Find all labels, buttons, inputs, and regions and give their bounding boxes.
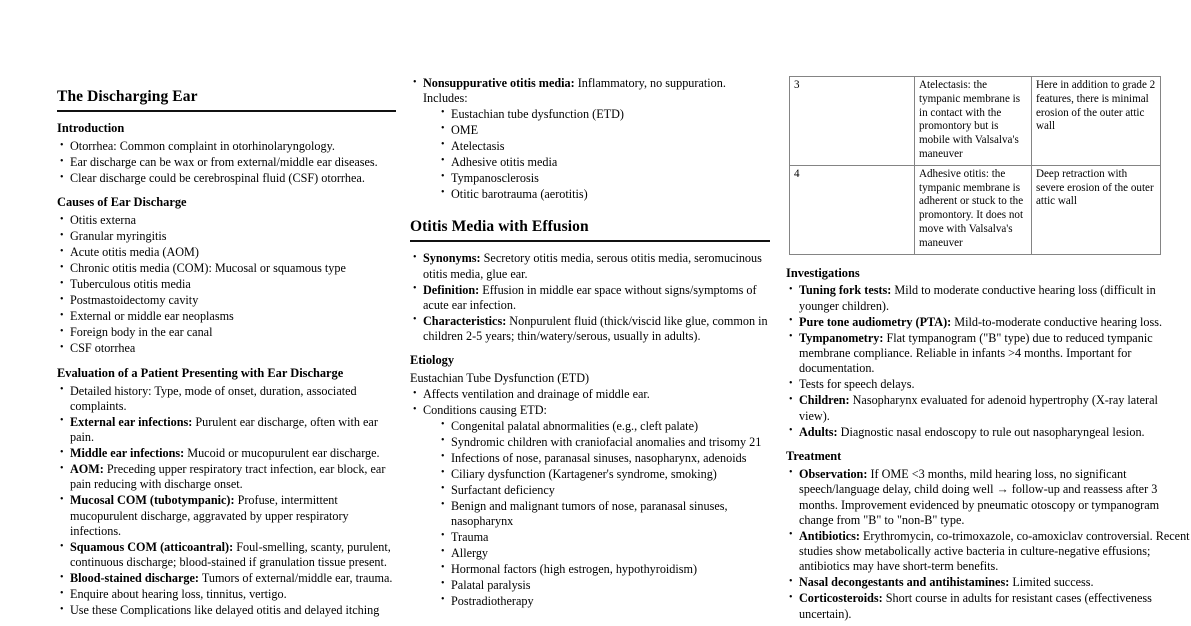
table-cell-grade: 3 [790, 77, 915, 166]
table-row [790, 77, 1161, 166]
list-item-text: Mucoid or mucopurulent ear discharge. [187, 446, 380, 461]
list-item [786, 425, 1191, 440]
list-item-lead: Mucosal COM (tubotympanic): [70, 493, 235, 508]
list-item [439, 171, 770, 186]
list-item [57, 462, 396, 493]
list-item [439, 499, 770, 530]
list-item [439, 155, 770, 170]
list-item [786, 331, 1191, 377]
list-item-lead: Corticosteroids: [799, 591, 883, 606]
list-item [57, 213, 396, 228]
list-item [439, 419, 770, 434]
list-item [410, 283, 770, 314]
list-item-lead: External ear infections: [70, 414, 193, 429]
list-item [439, 107, 770, 122]
list-item-text: Profuse, intermittent mucopurulent discharge, aggravated by upper respiratory infections. [70, 493, 349, 539]
column-right [786, 0, 1191, 626]
list-item [57, 415, 396, 446]
list-introduction [57, 139, 396, 186]
list-item [439, 578, 770, 593]
list-evaluation [57, 384, 396, 619]
section-heading-evaluation: Evaluation of a Patient Presenting with Ear Discharge [57, 365, 344, 380]
list-item [57, 446, 396, 461]
list-item-lead: Children: [799, 393, 850, 408]
list-item-text: Effusion in middle ear space without signs/symptoms of acute ear infection. [423, 282, 757, 312]
list-item-text: Adhesive otitis media [451, 154, 558, 169]
section-heading-introduction: Introduction [57, 121, 125, 136]
list-item-text: Secretory otitis media, serous otitis media, seromucinous otitis media, glue ear. [423, 251, 762, 281]
table-row [790, 165, 1161, 254]
list-item-text: Allergy [451, 545, 489, 560]
list-item [439, 123, 770, 138]
list-item-text: Erythromycin, co-trimoxazole, co-amoxiclav controversial. Recent studies show metabolically active bacteria in culture-negative effusions; antibiotics may have short-term benefits. [799, 528, 1190, 574]
list-item [439, 467, 770, 482]
list-item [410, 387, 770, 402]
list-item-lead: Nasal decongestants and antihistamines: [799, 575, 1010, 590]
retraction-grade-table [789, 76, 1161, 255]
list-item-lead: Synonyms: [423, 251, 481, 266]
list-item-text: Ear discharge can be wax or from external/middle ear diseases. [70, 155, 378, 170]
list-item-text: Tumors of external/middle ear, trauma. [201, 571, 393, 586]
list-item [410, 251, 770, 282]
list-item [57, 229, 396, 244]
list-item [786, 529, 1191, 575]
list-item-text: Nonpurulent fluid (thick/viscid like glue, common in children 2-5 years; thin/watery/serous, usually in adults). [423, 313, 768, 344]
list-item [439, 139, 770, 154]
list-item [786, 315, 1191, 330]
list-item-text: Clear discharge could be cerebrospinal fluid (CSF) otorrhea. [70, 171, 365, 186]
list-item-text: Purulent ear discharge, often with ear pain. [70, 414, 378, 445]
list-item-text: Ciliary dysfunction (Kartagener's syndrome, smoking) [451, 466, 717, 481]
list-item-clipped [57, 603, 396, 618]
list-item-text: Mild-to-moderate conductive hearing loss. [954, 314, 1163, 329]
list-item-text: Otorrhea: Common complaint in otorhinolaryngology. [70, 139, 335, 154]
list-item [57, 155, 396, 170]
list-item [57, 171, 396, 186]
list-item-lead: Tuning fork tests: [799, 283, 892, 298]
list-item-lead: Nonsuppurative otitis media: [423, 76, 575, 90]
list-item [410, 314, 770, 345]
list-item-lead: Squamous COM (atticoantral): [70, 540, 234, 555]
list-item-text: Palatal paralysis [451, 577, 531, 592]
list-item-text: Otitis externa [70, 213, 136, 228]
list-item-lead: Tympanometry: [799, 330, 884, 345]
list-item-text: Limited success. [1012, 575, 1094, 590]
list-item-text: Foreign body in the ear canal [70, 325, 213, 340]
list-item [439, 594, 770, 609]
list-item [57, 587, 396, 602]
list-item [57, 341, 396, 356]
list-item-lead: Middle ear infections: [70, 446, 185, 461]
list-item [786, 467, 1191, 528]
list-item-lead: Definition: [423, 282, 480, 297]
list-item [57, 139, 396, 154]
list-item-text: Otitic barotrauma (aerotitis) [451, 186, 588, 201]
list-item-lead: Pure tone audiometry (PTA): [799, 314, 952, 329]
list-item [57, 277, 396, 292]
list-item-text: Enquire about hearing loss, tinnitus, vertigo. [70, 587, 287, 602]
list-item-text: Inflammatory, no suppuration. Includes: [423, 76, 726, 106]
list-item [786, 393, 1191, 424]
list-item [439, 546, 770, 561]
list-item-text: Mild to moderate conductive hearing loss (difficult in younger children). [799, 283, 1156, 313]
list-item [786, 283, 1191, 314]
list-item-text: CSF otorrhea [70, 341, 136, 356]
list-item [439, 435, 770, 450]
sublist-nonsuppurative-types [439, 107, 770, 202]
table-cell-note: Deep retraction with severe erosion of the outer attic wall [1032, 165, 1161, 254]
list-item-text: Use these Complications like delayed otitis and delayed itching [70, 603, 380, 618]
list-item-text: Short course in adults for resistant cases (effectiveness uncertain). [799, 591, 1152, 621]
list-item-lead: Characteristics: [423, 313, 507, 328]
table-cell-description: Adhesive otitis: the tympanic membrane is adherent or stuck to the promontory. It does not move with Valsalva's maneuver [915, 165, 1032, 254]
list-item-text: Detailed history: Type, mode of onset, duration, associated complaints. [70, 383, 357, 413]
list-item-text: Congenital palatal abnormalities (e.g., cleft palate) [451, 418, 699, 433]
list-ome-definition [410, 251, 770, 344]
list-item [439, 483, 770, 498]
list-item-lead: Blood-stained discharge: [70, 571, 199, 586]
list-item [57, 571, 396, 586]
sublist-etd-conditions [439, 419, 770, 610]
page-title: The Discharging Ear [57, 88, 198, 105]
list-item-text: Postmastoidectomy cavity [70, 293, 199, 308]
list-item-text: Hormonal factors (high estrogen, hypothyroidism) [451, 561, 698, 576]
list-item [786, 377, 1191, 392]
section-title-ome: Otitis Media with Effusion [410, 217, 589, 235]
list-investigations [786, 283, 1191, 440]
list-item [57, 493, 396, 539]
list-causes [57, 213, 396, 356]
table-cell-grade: 4 [790, 165, 915, 254]
list-item [57, 293, 396, 308]
list-item-text: If OME <3 months, mild hearing loss, no significant speech/language delay, child doing well → follow-up and reassess after 3 months. Improvement evidenced by pneumatic otoscopy or tympanogram change from "B" to "non-B" type. [799, 466, 1160, 527]
list-item-text: Foul-smelling, scanty, purulent, continuous discharge; blood-stained if granulation tissue present. [70, 540, 391, 570]
list-item [57, 309, 396, 324]
list-item-text: Diagnostic nasal endoscopy to rule out nasopharyngeal lesion. [840, 424, 1145, 439]
list-item-lead: Adults: [799, 424, 838, 439]
list-item-text: Postradiotherapy [451, 593, 534, 608]
list-item-text: Acute otitis media (AOM) [70, 245, 199, 260]
column-left [0, 0, 410, 626]
list-item-lead: Observation: [799, 466, 868, 481]
list-etiology [410, 387, 770, 609]
section-heading-treatment: Treatment [786, 449, 842, 463]
list-item [439, 562, 770, 577]
section-heading-investigations: Investigations [786, 265, 860, 280]
list-item-text: Preceding upper respiratory tract infection, ear block, ear pain reducing with discharge onset. [70, 462, 386, 492]
list-item-text: Affects ventilation and drainage of middle ear. [423, 387, 650, 402]
list-item [57, 540, 396, 571]
list-item-text: Syndromic children with craniofacial anomalies and trisomy 21 [451, 434, 762, 449]
list-item-clipped [786, 591, 1191, 622]
table-cell-note: Here in addition to grade 2 features, there is minimal erosion of the outer attic wall [1032, 77, 1161, 166]
list-item [439, 187, 770, 202]
list-item-text: External or middle ear neoplasms [70, 309, 234, 324]
etiology-subtitle: Eustachian Tube Dysfunction (ETD) [410, 371, 590, 386]
list-item-text: Atelectasis [451, 138, 505, 153]
list-item-text: Benign and malignant tumors of nose, paranasal sinuses, nasopharynx [451, 498, 728, 528]
list-item-text: Chronic otitis media (COM): Mucosal or squamous type [70, 261, 346, 276]
list-item-text: Infections of nose, paranasal sinuses, nasopharynx, adenoids [451, 450, 747, 465]
list-item-text: OME [451, 122, 479, 137]
list-item [57, 384, 396, 415]
list-item [439, 530, 770, 545]
table-cell-description: Atelectasis: the tympanic membrane is in contact with the promontory but is mobile with Valsalva's maneuver [915, 77, 1032, 166]
list-item [439, 451, 770, 466]
list-item [57, 325, 396, 340]
list-item-text: Conditions causing ETD: [423, 403, 547, 418]
list-item-lead: Antibiotics: [799, 528, 860, 543]
title-rule [57, 110, 396, 112]
ome-title-rule [410, 240, 770, 242]
list-item [57, 261, 396, 276]
section-heading-causes: Causes of Ear Discharge [57, 195, 187, 210]
list-item [57, 245, 396, 260]
list-item-text: Tests for speech delays. [799, 377, 915, 392]
section-heading-etiology: Etiology [410, 353, 455, 368]
list-item-text: Granular myringitis [70, 229, 167, 244]
list-item [786, 575, 1191, 590]
list-item-text: Tuberculous otitis media [70, 277, 191, 292]
list-treatment [786, 467, 1191, 622]
list-item [410, 403, 770, 609]
list-item-text: Trauma [451, 529, 489, 544]
list-item-lead: AOM: [70, 462, 104, 477]
list-item-text: Nasopharynx evaluated for adenoid hypertrophy (X-ray lateral view). [799, 393, 1158, 423]
list-item-text: Tympanosclerosis [451, 170, 539, 185]
list-item [410, 76, 770, 202]
list-item-text: Surfactant deficiency [451, 482, 555, 497]
list-item-text: Eustachian tube dysfunction (ETD) [451, 106, 624, 121]
column-middle [410, 0, 786, 626]
list-item-text: Flat tympanogram ("B" type) due to reduced tympanic membrane compliance. Reliable in infants >4 months. Important for documentation. [799, 330, 1153, 376]
list-nonsuppurative [410, 76, 770, 202]
